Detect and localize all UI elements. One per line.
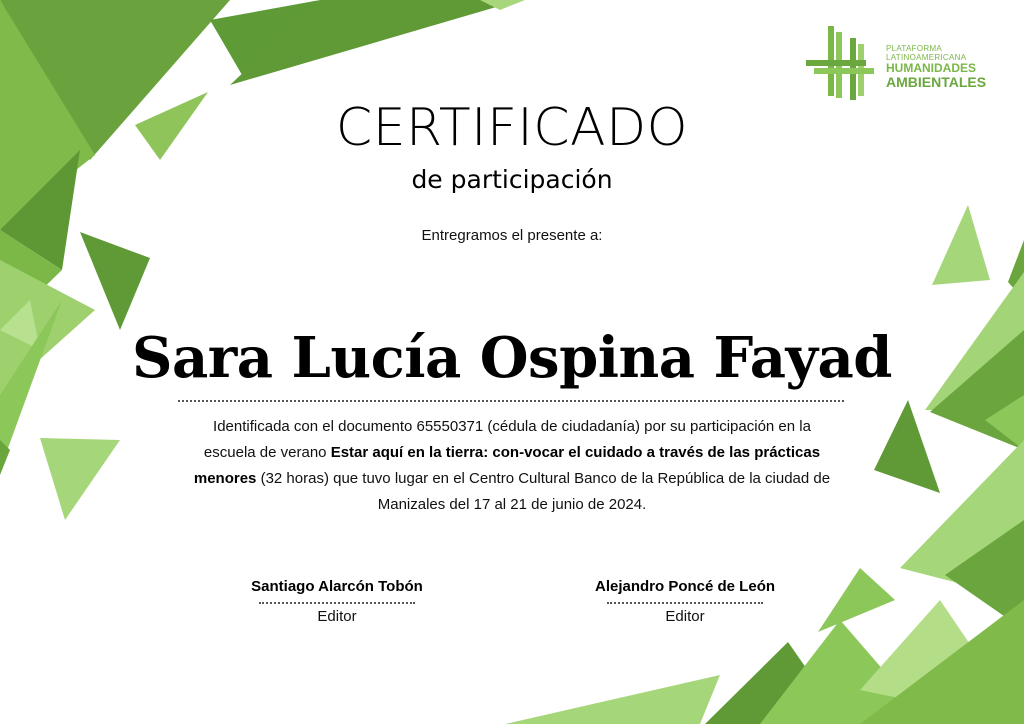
logo-text-line3: HUMANIDADES bbox=[886, 61, 976, 75]
triangle-shape bbox=[80, 232, 150, 330]
body-text-part1: Identificada con el documento 65550371 (cédula de ciudadanía) por su participación en la escuela de verano bbox=[203, 418, 811, 461]
certificate-body bbox=[190, 414, 834, 518]
event-name: Estar aquí en la tierra: con-vocar el cuidado a través de las prácticas menores bbox=[193, 444, 821, 487]
intro-text: Entregramos el presente a: bbox=[421, 227, 603, 244]
logo-text-line4: AMBIENTALES bbox=[886, 74, 987, 90]
triangle-shape bbox=[40, 438, 120, 520]
signature-block-2 bbox=[565, 576, 805, 628]
logo bbox=[806, 24, 1006, 104]
signature-line bbox=[607, 602, 763, 604]
certificate-title: CERTIFICADO bbox=[335, 98, 689, 158]
triangle-shape bbox=[818, 568, 895, 632]
logo-mark-icon bbox=[806, 24, 886, 104]
triangle-shape bbox=[505, 675, 720, 724]
certificate-subtitle: de participación bbox=[411, 165, 613, 194]
signer-role: Editor bbox=[317, 608, 357, 625]
signature-block-1 bbox=[217, 576, 457, 628]
signer-name: Alejandro Poncé de León bbox=[594, 578, 776, 595]
triangle-shape bbox=[874, 400, 940, 493]
recipient-name: Sara Lucía Ospina Fayad bbox=[132, 325, 892, 391]
signer-name: Santiago Alarcón Tobón bbox=[251, 578, 423, 595]
logo-text-line2: LATINOAMERICANA bbox=[886, 53, 967, 62]
logo-text-line1: PLATAFORMA bbox=[886, 44, 943, 53]
signer-role: Editor bbox=[665, 608, 705, 625]
name-divider bbox=[178, 400, 844, 402]
body-text-part2: (32 horas) que tuvo lugar en el Centro Cultural Banco de la República de la ciudad de Manizales del 17 al 21 de junio de 2024. bbox=[256, 470, 831, 513]
signature-line bbox=[259, 602, 415, 604]
